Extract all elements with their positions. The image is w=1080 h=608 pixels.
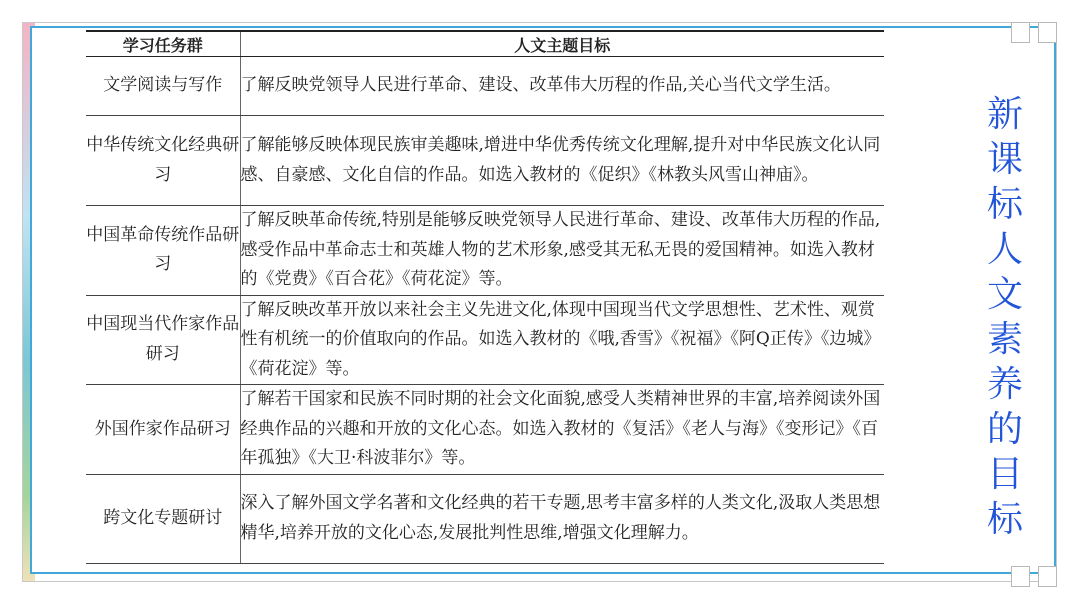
table-row	[86, 474, 884, 563]
goal-cell: 了解反映改革开放以来社会主义先进文化,体现中国现当代文学思想性、艺术性、观赏性有机统一的价值取向的作品。如选入教材的《哦,香雪》《祝福》《阿Q正传》《边城》《荷花淀》等。	[240, 295, 884, 385]
table-row	[86, 295, 884, 385]
table-row	[86, 385, 884, 475]
corner-decoration	[1011, 566, 1030, 587]
goal-cell: 深入了解外国文学名著和文化经典的若干专题,思考丰富多样的人类文化,汲取人类思想精华,培养开放的文化心态,发展批判性思维,增强文化理解力。	[240, 474, 884, 563]
table-row	[86, 206, 884, 296]
goals-table	[86, 30, 884, 564]
task-group-cell: 外国作家作品研习	[86, 385, 240, 475]
task-group-cell: 中国现当代作家作品研习	[86, 295, 240, 385]
table-row	[86, 116, 884, 206]
corner-decoration	[1038, 22, 1057, 43]
goal-cell: 了解反映党领导人民进行革命、建设、改革伟大历程的作品,关心当代文学生活。	[240, 57, 884, 116]
task-group-cell: 中华传统文化经典研习	[86, 116, 240, 206]
table-row	[86, 57, 884, 116]
task-group-cell: 跨文化专题研讨	[86, 474, 240, 563]
goal-cell: 了解能够反映体现民族审美趣味,增进中华优秀传统文化理解,提升对中华民族文化认同感、自豪感、文化自信的作品。如选入教材的《促织》《林教头风雪山神庙》。	[240, 116, 884, 206]
corner-decoration	[1011, 22, 1030, 43]
task-group-cell: 文学阅读与写作	[86, 57, 240, 116]
vertical-slide-title: 新课标人文素养的目标	[986, 94, 1023, 540]
column-header-task-group: 学习任务群	[86, 31, 240, 57]
goal-cell: 了解若干国家和民族不同时期的社会文化面貌,感受人类精神世界的丰富,培养阅读外国经典作品的兴趣和开放的文化心态。如选入教材的《复活》《老人与海》《变形记》《百年孤独》《大卫·科波菲尔》等。	[240, 385, 884, 475]
corner-decoration	[1038, 566, 1057, 587]
task-group-cell: 中国革命传统作品研习	[86, 206, 240, 296]
column-header-humanities-goal: 人文主题目标	[240, 31, 884, 57]
table-header-row	[86, 31, 884, 57]
goal-cell: 了解反映革命传统,特别是能够反映党领导人民进行革命、建设、改革伟大历程的作品,感受作品中革命志士和英雄人物的艺术形象,感受其无私无畏的爱国精神。如选入教材的《党费》《百合花》《荷花淀》等。	[240, 206, 884, 296]
